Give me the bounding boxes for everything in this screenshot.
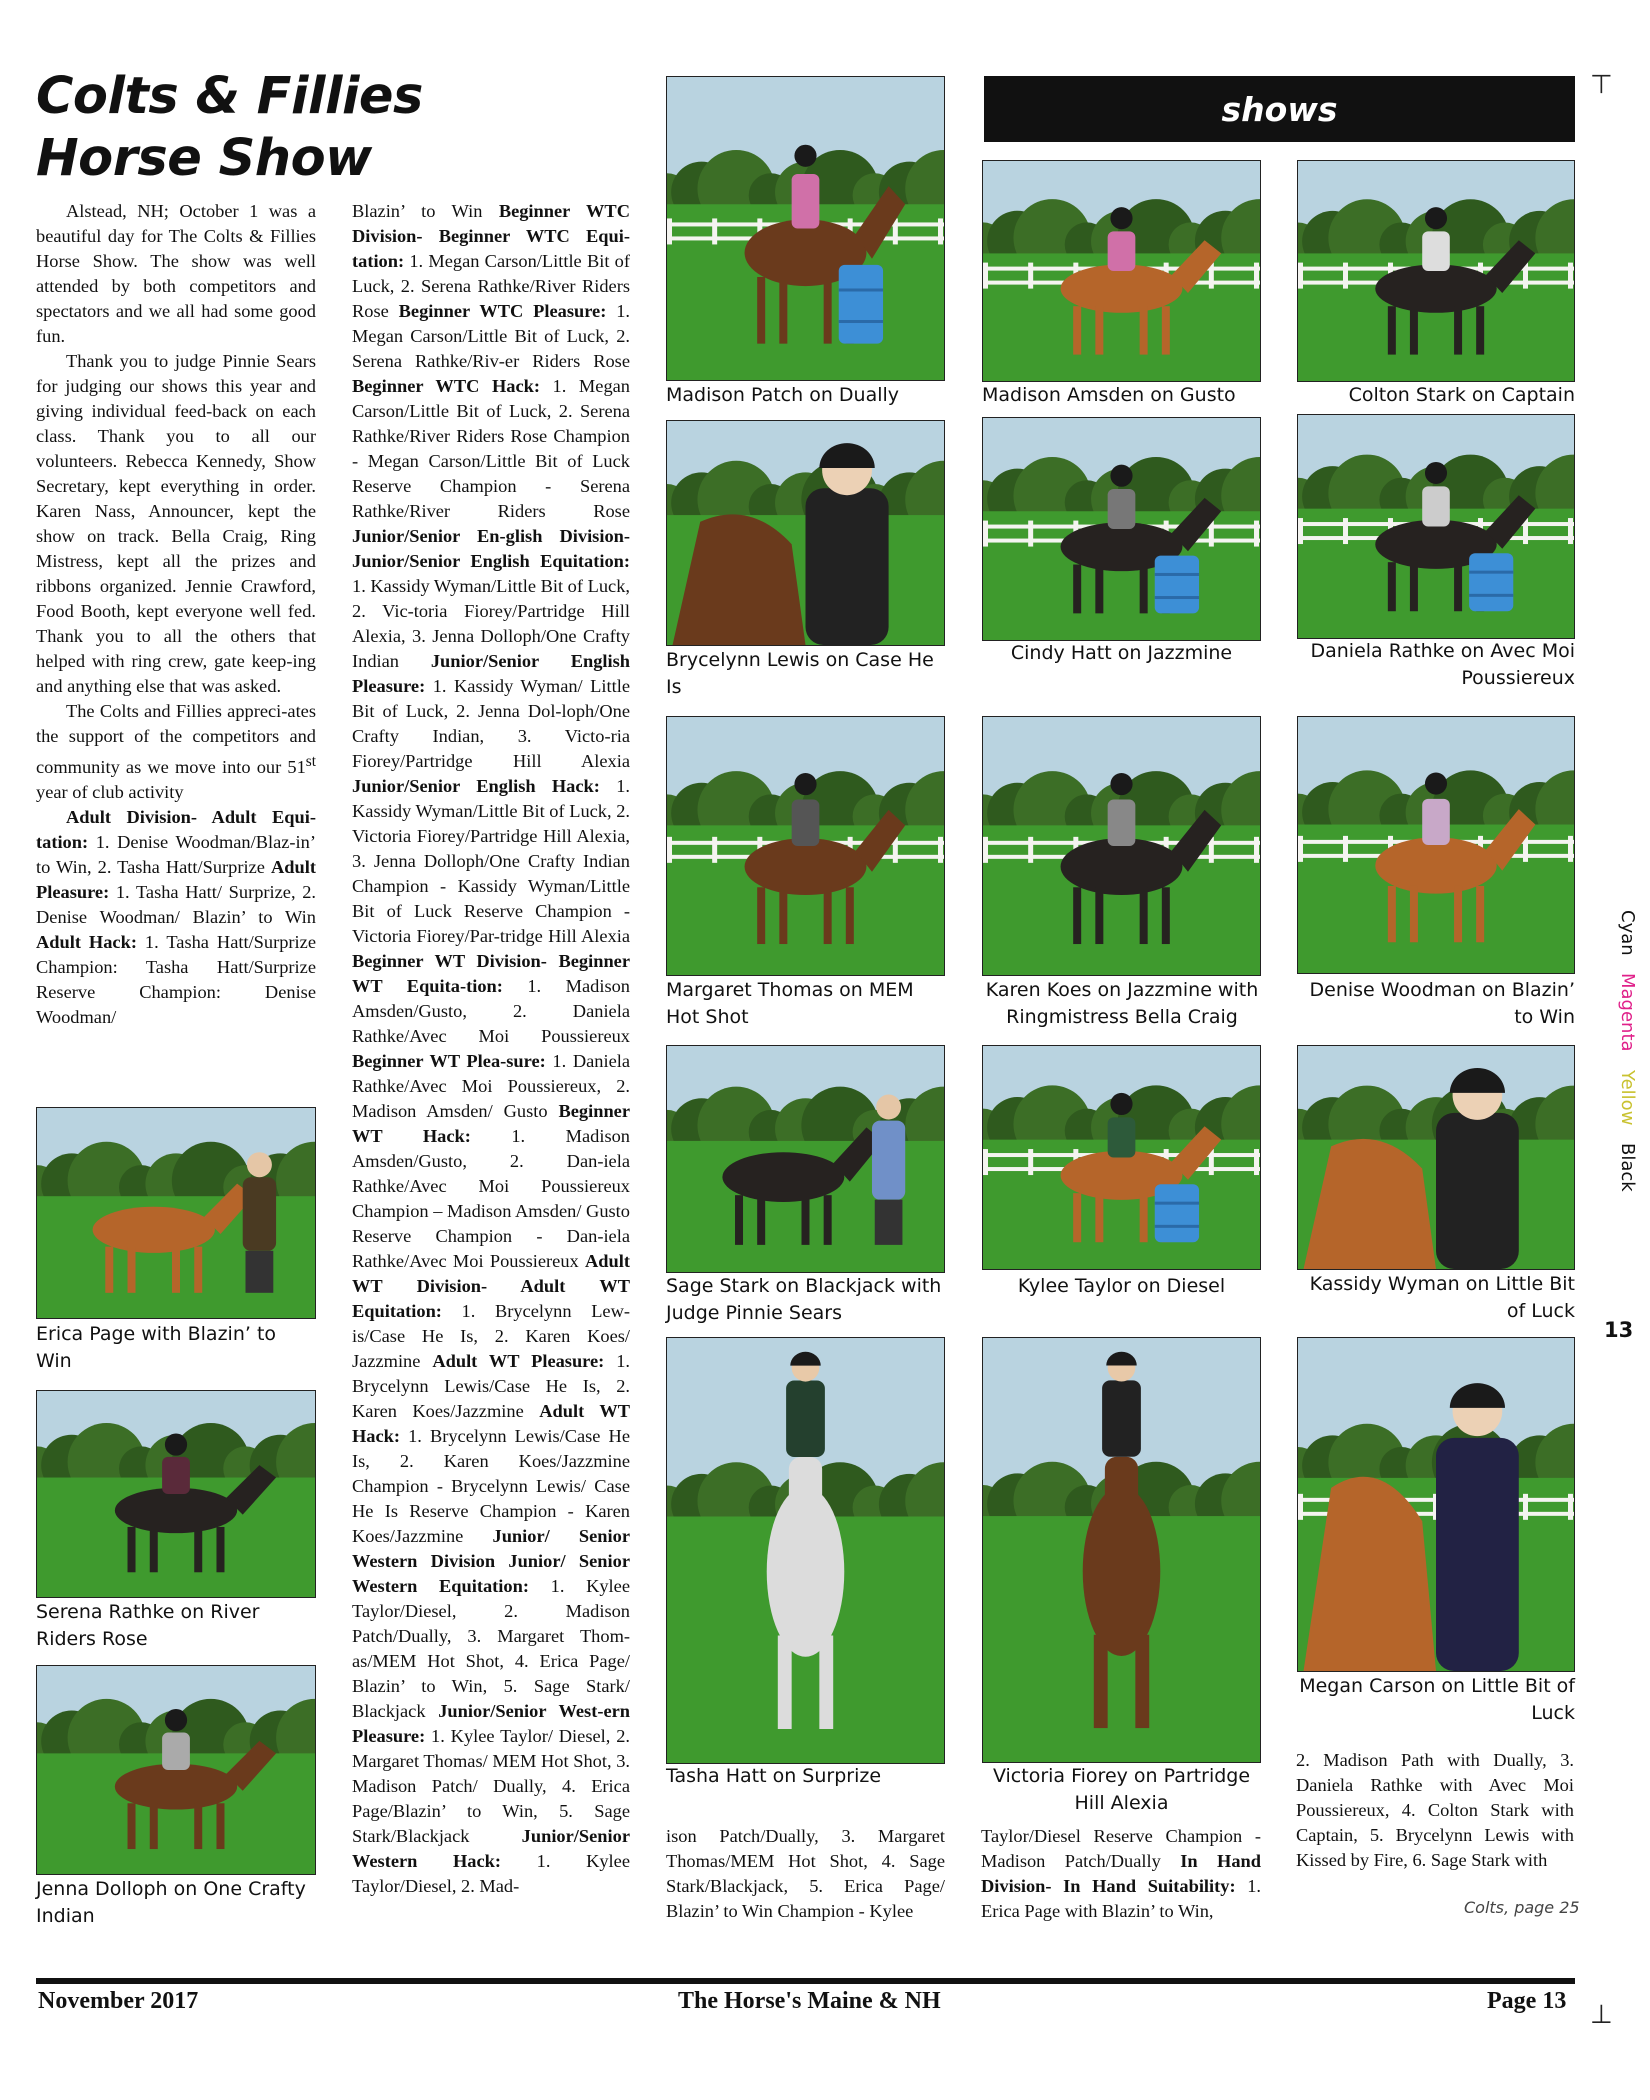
- rider-body: [1436, 1438, 1519, 1671]
- horse-leg: [1073, 306, 1081, 354]
- photo-denise-woodman: [1297, 716, 1575, 974]
- photo-scene: [1298, 415, 1574, 638]
- rider-body: [1108, 800, 1136, 846]
- horse-body: [1375, 837, 1496, 893]
- horse-leg: [128, 1803, 136, 1849]
- horse-leg: [1140, 306, 1148, 354]
- caption-jenna-dolloph: Jenna Dolloph on One Crafty Indian: [36, 1878, 306, 1927]
- caption-karen-koes: Karen Koes on Jazzmine with Ringmistress Bella Craig: [985, 979, 1259, 1028]
- photo-margaret-thomas: [666, 716, 945, 976]
- photo-scene: [983, 418, 1260, 640]
- caption-cindy-hatt: Cindy Hatt on Jazzmine: [1010, 642, 1233, 664]
- person-body: [243, 1177, 276, 1251]
- caption-erica-page: Erica Page with Blazin’ to Win: [36, 1323, 277, 1372]
- photo-scene: [983, 717, 1260, 975]
- rider-body: [1108, 231, 1136, 271]
- horse-leg: [819, 1636, 833, 1730]
- footer-publication: The Horse's Maine & NH: [678, 1988, 941, 2014]
- horse-leg: [779, 277, 787, 344]
- fence-post: [1028, 1149, 1033, 1175]
- fence-post: [1254, 521, 1259, 547]
- photo-scene: [37, 1391, 315, 1597]
- horse-leg: [1073, 1193, 1081, 1242]
- horse-leg: [735, 1195, 743, 1245]
- photo-scene: [667, 717, 944, 975]
- fence-post: [667, 218, 672, 244]
- rider-body: [1422, 486, 1450, 526]
- barrel-band: [1469, 571, 1513, 574]
- caption-tasha-hatt: Tasha Hatt on Surprize: [666, 1765, 882, 1787]
- photo-scene: [667, 77, 944, 380]
- photo-scene: [667, 1046, 944, 1272]
- horse-leg: [1476, 886, 1484, 942]
- horse-body: [722, 1152, 844, 1202]
- fence-post: [1028, 521, 1033, 547]
- horse-leg: [1135, 1635, 1149, 1728]
- horse-leg: [1454, 562, 1462, 611]
- person-head: [876, 1095, 901, 1120]
- caption-kylee-taylor: Kylee Taylor on Diesel: [1017, 1275, 1226, 1297]
- horse-leg: [1073, 887, 1081, 944]
- caption-sage-stark: Sage Stark on Blackjack with Judge Pinnie Sears: [666, 1275, 942, 1324]
- horse-leg: [1095, 565, 1103, 614]
- photo-daniela-rathke: [1297, 414, 1575, 639]
- horse-leg: [105, 1247, 113, 1293]
- photo-kassidy-wyman: [1297, 1045, 1575, 1270]
- barrel: [839, 265, 883, 344]
- article-column-4: Taylor/Diesel Reserve Champion - Madison Patch/Dually In Hand Division- In Hand Suitability: 1. Erica Page with Blazin’ to Win,: [981, 1826, 1262, 1921]
- process-color-bar: [1598, 910, 1638, 1210]
- side-page-number: 13: [1604, 1318, 1634, 1342]
- rider-body: [162, 1457, 190, 1494]
- person-legs: [246, 1251, 274, 1293]
- rider-body: [792, 800, 820, 846]
- horse-leg: [824, 1195, 832, 1245]
- horse-leg: [757, 277, 765, 344]
- rider-body: [792, 174, 820, 229]
- fence-post: [1523, 1494, 1528, 1520]
- helmet: [1110, 465, 1132, 487]
- person-legs: [875, 1200, 903, 1245]
- horse-body: [745, 838, 867, 895]
- horse-leg: [1454, 306, 1462, 354]
- horse-head: [1105, 1457, 1138, 1542]
- photo-scene: [37, 1666, 315, 1874]
- helmet: [794, 145, 816, 167]
- horse-leg: [150, 1527, 158, 1572]
- helmet: [1110, 1093, 1132, 1115]
- horse-leg: [1094, 1635, 1108, 1728]
- caption-brycelynn-lewis: Brycelynn Lewis on Case He Is: [666, 649, 934, 698]
- photo-scene: [667, 1338, 944, 1763]
- horse-body: [1375, 264, 1496, 312]
- fence-post: [1343, 518, 1348, 544]
- horse-leg: [216, 1527, 224, 1572]
- caption-kassidy-wyman: Kassidy Wyman on Little Bit of Luck: [1309, 1273, 1575, 1322]
- fence-post: [712, 218, 717, 244]
- rider-body: [1422, 799, 1450, 845]
- barrel-band: [1155, 573, 1199, 576]
- footer-page: Page 13: [1487, 1988, 1567, 2014]
- barrel-band: [839, 320, 883, 323]
- fence-post: [1298, 1494, 1303, 1520]
- photo-megan-carson: [1297, 1337, 1575, 1672]
- horse-leg: [1162, 887, 1170, 944]
- fence-post: [1343, 836, 1348, 862]
- horse-leg: [194, 1803, 202, 1849]
- photo-madison-amsden: [982, 160, 1261, 382]
- rider-body: [786, 1381, 825, 1458]
- caption-madison-patch: Madison Patch on Dually: [666, 384, 900, 406]
- photo-serena-rathke: [36, 1390, 316, 1598]
- footer-rule: [36, 1978, 1575, 1984]
- caption-margaret-thomas: Margaret Thomas on MEM Hot Shot: [666, 979, 914, 1028]
- horse-leg: [1095, 887, 1103, 944]
- horse-leg: [194, 1247, 202, 1293]
- helmet: [1425, 207, 1447, 229]
- caption-denise-woodman: Denise Woodman on Blazin’ to Win: [1309, 979, 1575, 1028]
- fence-post: [1568, 518, 1573, 544]
- fence-post: [667, 837, 672, 863]
- horse-leg: [1410, 562, 1418, 611]
- article-column-1: Alstead, NH; October 1 was a beautiful day for The Colts & Fillies Horse Show. The show was well attended by both competitors and spectators and we all had some good fun. Thank you to judge Pinnie Sears for judging our shows this year and giving individual feed-back on each class. Thank you to all our volunteers. Rebecca Kennedy, Show Secretary, kept everything in order. Karen Nass, Announcer, kept the show on track. Bella Craig, Ring Mistress, kept all the prizes and ribbons organized. Jennie Crawford, Food Booth, kept everyone well fed. Thank you to all the others that helped with ring crew, gate keep-ing and anything else that was asked. The Colts and Fillies appreci-ates the support of the competitors and community as we move into our 51st year of club activity Adult Division- Adult Equi-tation: 1. Denise Woodman/Blaz-in’ to Win, 2. Tasha Hatt/Surprize Adult Pleasure: 1. Tasha Hatt/ Surprize, 2. Denise Woodman/ Blazin’ to Win Adult Hack: 1. Tasha Hatt/Surprize Champion: Tasha Hatt/Surprize Reserve Champion: Denise Woodman/: [36, 201, 316, 1028]
- photo-brycelynn-lewis: [666, 420, 945, 646]
- horse-leg: [1140, 565, 1148, 614]
- horse-leg: [1162, 306, 1170, 354]
- photo-jenna-dolloph: [36, 1665, 316, 1875]
- rider-body: [1436, 1113, 1519, 1269]
- helmet: [165, 1433, 187, 1455]
- photo-madison-patch: [666, 76, 945, 381]
- article-column-3: ison Patch/Dually, 3. Margaret Thomas/MEM Hot Shot, 4. Sage Stark/Blackjack, 5. Erica Page/ Blazin’ to Win Champion - Kylee: [666, 1826, 945, 1921]
- photo-scene: [1298, 1338, 1574, 1671]
- caption-colton-stark: Colton Stark on Captain: [1348, 384, 1575, 406]
- rider-body: [1108, 489, 1136, 529]
- horse-leg: [778, 1636, 792, 1730]
- helmet: [1425, 462, 1447, 484]
- barrel: [1469, 553, 1513, 611]
- caption-megan-carson: Megan Carson on Little Bit of Luck: [1299, 1675, 1575, 1724]
- barrel-band: [1469, 594, 1513, 597]
- horse-leg: [824, 277, 832, 344]
- horse-leg: [1388, 306, 1396, 354]
- photo-erica-page: [36, 1107, 316, 1319]
- fence-post: [1298, 263, 1303, 289]
- horse-body: [115, 1764, 237, 1810]
- photo-scene: [667, 421, 944, 645]
- fence-post: [1254, 263, 1259, 289]
- horse-body: [93, 1207, 215, 1253]
- horse-leg: [802, 1195, 810, 1245]
- horse-leg: [846, 887, 854, 944]
- rider-body: [1102, 1380, 1141, 1456]
- photo-scene: [983, 1338, 1260, 1762]
- helmet: [165, 1709, 187, 1731]
- fence-post: [1254, 837, 1259, 863]
- barrel: [1155, 556, 1199, 614]
- horse-leg: [1476, 306, 1484, 354]
- color-label-cyan: Cyan: [1617, 910, 1638, 956]
- fence-post: [1028, 837, 1033, 863]
- horse-leg: [757, 887, 765, 944]
- horse-leg: [1095, 1193, 1103, 1242]
- person-head: [247, 1152, 272, 1177]
- horse-leg: [150, 1803, 158, 1849]
- horse-leg: [1140, 887, 1148, 944]
- color-label-magenta: Magenta: [1617, 973, 1638, 1052]
- fence-post: [983, 263, 988, 289]
- horse-leg: [779, 887, 787, 944]
- photo-tasha-hatt: [666, 1337, 945, 1764]
- photo-karen-koes: [982, 716, 1261, 976]
- helmet: [1110, 773, 1132, 795]
- horse-leg: [757, 1195, 765, 1245]
- horse-leg: [172, 1247, 180, 1293]
- barrel: [1155, 1184, 1199, 1242]
- fence-post: [938, 837, 943, 863]
- horse-leg: [1073, 565, 1081, 614]
- registration-mark-top: ⊤: [1590, 70, 1613, 100]
- color-label-black: Black: [1617, 1142, 1638, 1192]
- horse-leg: [1388, 562, 1396, 611]
- fence-post: [1298, 836, 1303, 862]
- horse-leg: [216, 1803, 224, 1849]
- article-title: Colts & Fillies Horse Show: [36, 67, 423, 188]
- fence-post: [1343, 263, 1348, 289]
- rider-body: [1422, 231, 1450, 271]
- helmet: [1110, 207, 1132, 229]
- fence-post: [1254, 1149, 1259, 1175]
- continued-note: Colts, page 25: [1464, 1898, 1580, 1917]
- horse-leg: [194, 1527, 202, 1572]
- fence-post: [938, 218, 943, 244]
- caption-madison-amsden: Madison Amsden on Gusto: [982, 384, 1236, 406]
- horse-leg: [128, 1527, 136, 1572]
- registration-mark-bottom: ⊥: [1590, 2000, 1613, 2030]
- rider-body: [806, 488, 889, 645]
- horse-leg: [128, 1247, 136, 1293]
- article-column-5: 2. Madison Path with Dually, 3. Daniela Rathke with Avec Moi Poussiereux, 4. Colton Stark with Captain, 5. Brycelynn Lewis with Kissed by Fire, 6. Sage Stark with: [1296, 1750, 1574, 1870]
- horse-leg: [824, 887, 832, 944]
- color-label-yellow: Yellow: [1617, 1069, 1638, 1126]
- barrel-band: [1155, 1202, 1199, 1205]
- fence-post: [1568, 1494, 1573, 1520]
- photo-sage-stark: [666, 1045, 945, 1273]
- horse-leg: [1140, 1193, 1148, 1242]
- photo-scene: [1298, 717, 1574, 973]
- photo-cindy-hatt: [982, 417, 1261, 641]
- helmet: [1425, 773, 1447, 795]
- barrel-band: [1155, 596, 1199, 599]
- fence-post: [983, 837, 988, 863]
- photo-victoria-fiorey: [982, 1337, 1261, 1763]
- fence-post: [1298, 518, 1303, 544]
- photo-kylee-taylor: [982, 1045, 1261, 1270]
- caption-daniela-rathke: Daniela Rathke on Avec Moi Poussiereux: [1310, 640, 1575, 689]
- horse-leg: [1410, 306, 1418, 354]
- caption-serena-rathke: Serena Rathke on River Riders Rose: [36, 1601, 260, 1650]
- horse-body: [115, 1488, 237, 1533]
- photo-scene: [983, 161, 1260, 381]
- rider-body: [162, 1733, 190, 1770]
- footer-date: November 2017: [38, 1988, 199, 2014]
- section-banner: shows: [984, 76, 1575, 142]
- photo-colton-stark: [1297, 160, 1575, 382]
- helmet: [794, 773, 816, 795]
- rider-body: [1108, 1117, 1136, 1157]
- fence-post: [983, 521, 988, 547]
- photo-scene: [1298, 161, 1574, 381]
- photo-scene: [1298, 1046, 1574, 1269]
- barrel-band: [839, 288, 883, 291]
- horse-body: [1061, 264, 1183, 312]
- barrel-band: [1155, 1225, 1199, 1228]
- horse-body: [1061, 838, 1183, 895]
- horse-leg: [1410, 886, 1418, 942]
- fence-post: [712, 837, 717, 863]
- fence-post: [1568, 836, 1573, 862]
- fence-post: [983, 1149, 988, 1175]
- horse-leg: [1388, 886, 1396, 942]
- horse-head: [789, 1457, 822, 1542]
- photo-scene: [37, 1108, 315, 1318]
- fence-post: [1028, 263, 1033, 289]
- horse-leg: [1095, 306, 1103, 354]
- article-column-2: Blazin’ to Win Beginner WTC Division- Beginner WTC Equi-tation: 1. Megan Carson/Little Bit of Luck, 2. Serena Rathke/River Riders Rose Beginner WTC Pleasure: 1. Megan Carson/Little Bit of Luck, 2. Serena Rathke/Riv-er Riders Rose Beginner WTC Hack: 1. Megan Carson/Little Bit of Luck, 2. Serena Rathke/River Riders Rose Champion - Megan Carson/Little Bit of Luck Reserve Champion - Serena Rathke/River Riders Rose Junior/Senior En-glish Division- Junior/Senior English Equitation: 1. Kassidy Wyman/Little Bit of Luck, 2. Vic-toria Fiorey/Partridge Hill Alexia, 3. Jenna Dolloph/One Crafty Indian Junior/Senior English Pleasure: 1. Kassidy Wyman/ Little Bit of Luck, 2. Jenna Dol-loph/One Crafty Indian, 3. Victo-ria Fiorey/Partridge Hill Alexia Junior/Senior English Hack: 1. Kassidy Wyman/Little Bit of Luck, 2. Victoria Fiorey/Partridge Hill Alexia, 3. Jenna Dolloph/One Crafty Indian Champion - Kassidy Wyman/Little Bit of Luck Reserve Champion - Victoria Fiorey/Par-tridge Hill Alexia Beginner WT Division- Beginner WT Equita-tion: 1. Madison Amsden/Gusto, 2. Daniela Rathke/Avec Moi Poussiereux Beginner WT Plea-sure: 1. Daniela Rathke/Avec Moi Poussiereux, 2. Madison Amsden/ Gusto Beginner WT Hack: 1. Madison Amsden/Gusto, 2. Dan-iela Rathke/Avec Moi Poussiereux Champion – Madison Amsden/ Gusto Reserve Champion - Dan-iela Rathke/Avec Moi Poussiereux Adult WT Division- Adult WT Equitation: 1. Brycelynn Lew-is/Case He Is, 2. Karen Koes/ Jazzmine Adult WT Pleasure: 1. Brycelynn Lewis/Case He Is, 2. Karen Koes/Jazzmine Adult WT Hack: 1. Brycelynn Lewis/Case He Is, 2. Karen Koes/Jazzmine Champion - Brycelynn Lewis/ Case He Is Reserve Champion - Karen Koes/Jazzmine Junior/ Senior Western Division Junior/ Senior Western Equitation: 1. Kylee Taylor/Diesel, 2. Madison Patch/Dually, 3. Margaret Thom-as/MEM Hot Shot, 4. Erica Page/ Blazin’ to Win, 5. Sage Stark/ Blackjack Junior/Senior West-ern Pleasure: 1. Kylee Taylor/ Diesel, 2. Margaret Thomas/ MEM Hot Shot, 3. Madison Patch/ Dually, 4. Erica Page/Blazin’ to Win, 5. Sage Stark/Blackjack Junior/Senior Western Hack: 1. Kylee Taylor/Diesel, 2. Mad-: [352, 201, 631, 1896]
- horse-leg: [1454, 886, 1462, 942]
- person-body: [872, 1121, 905, 1200]
- fence-post: [1568, 263, 1573, 289]
- caption-victoria-fiorey: Victoria Fiorey on Partridge Hill Alexia: [992, 1765, 1251, 1814]
- photo-scene: [983, 1046, 1260, 1269]
